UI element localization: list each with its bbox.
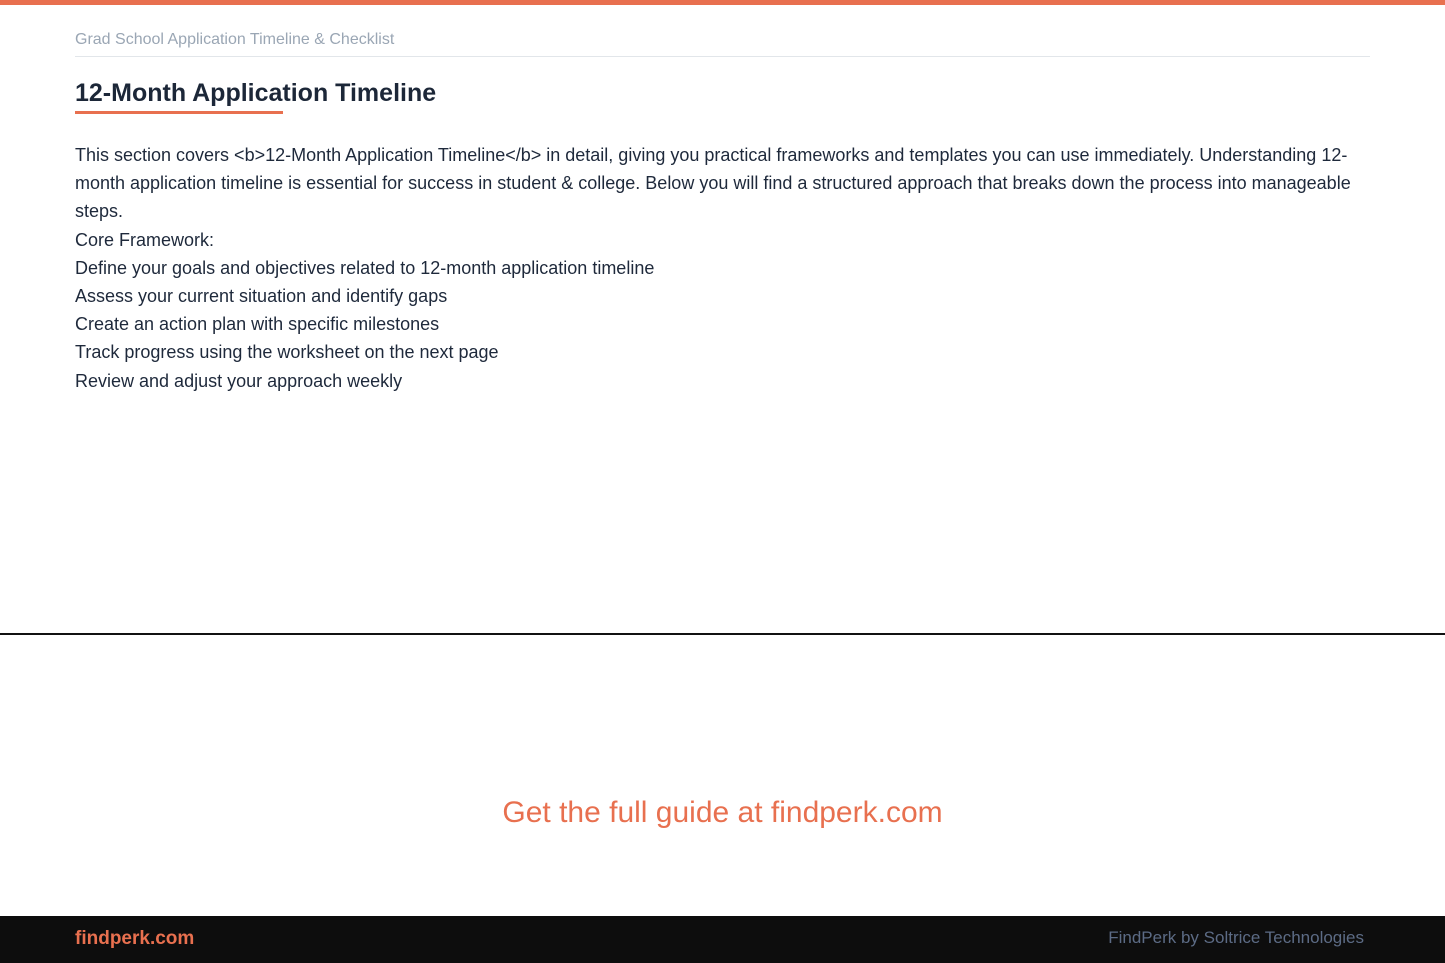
framework-step: Define your goals and objectives related to 12-month application timeline [75,257,655,278]
framework-step: Create an action plan with specific milestones [75,314,440,335]
framework-heading: Core Framework: [75,229,215,250]
section-title: 12-Month Application Timeline [75,79,437,107]
top-accent-bar [0,0,1445,5]
document-header [75,29,1370,57]
section-title-underline [75,111,283,114]
framework-step: Review and adjust your approach weekly [75,370,403,391]
document-title: Grad School Application Timeline & Checklist [75,31,395,48]
page-divider [0,633,1445,635]
footer [0,916,1445,963]
intro-paragraph: This section covers <b>12-Month Application Timeline</b> in detail, giving you practical frameworks and templates you can use immediately. Understanding 12-month application timeline is essential for success in student & college. Below you will find a structured approach that breaks down the process into manageable steps. [75,145,1351,222]
cta-link[interactable]: Get the full guide at findperk.com [502,796,943,829]
framework-step: Track progress using the worksheet on the next page [75,342,499,363]
section-body [75,141,1365,395]
footer-brand-link[interactable]: findperk.com [75,928,195,949]
footer-credit: FindPerk by Soltrice Technologies [1108,928,1364,947]
framework-step: Assess your current situation and identify gaps [75,286,448,307]
